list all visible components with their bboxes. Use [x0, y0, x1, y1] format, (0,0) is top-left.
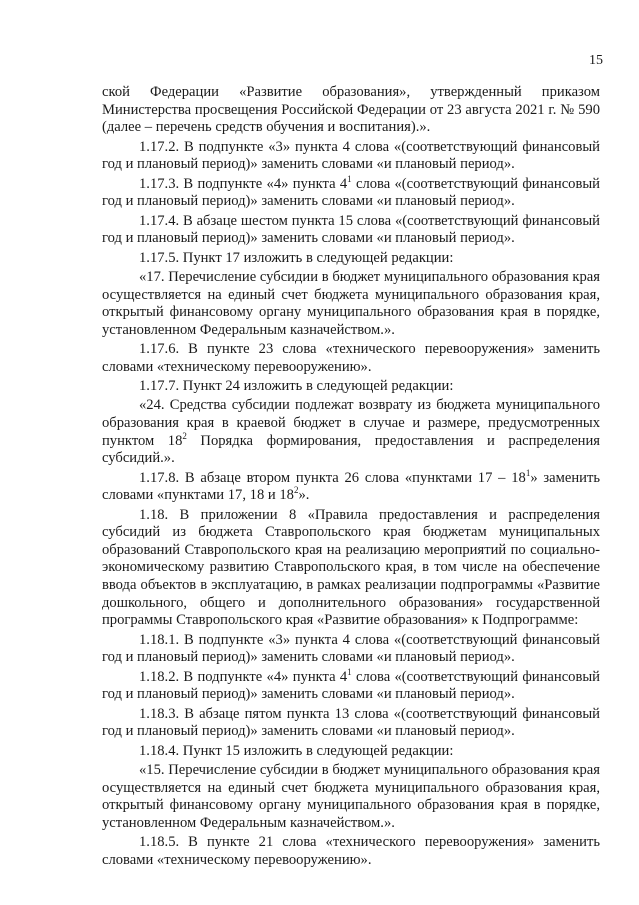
paragraph	[102, 250, 600, 268]
paragraph-text: 1.18.3. В абзаце пятом пункта 13 слова «(соответствующий финансовый год и плановый период)» заменить словами «и плановый период».	[102, 705, 600, 740]
paragraph	[102, 397, 600, 467]
paragraph-text: «15. Перечисление субсидии в бюджет муниципального образования края осуществляется на единый счет бюджета муниципального образования края, открытый финансовому органу муниципального образования края в порядке, установленном Федеральным казначейством.».	[102, 761, 600, 831]
paragraph-text: » заменить словами «пунктами 17, 18 и 18	[102, 469, 600, 504]
page-number: 15	[589, 53, 603, 68]
paragraph-text: 1.17.3. В подпункте «4» пункта 4	[139, 175, 348, 192]
paragraph-text: ».	[298, 487, 310, 504]
paragraph	[102, 632, 600, 667]
paragraph	[102, 269, 600, 339]
paragraph-text: 1.18. В приложении 8 «Правила предоставления и распределения субсидий из бюджета Ставропольского края бюджетам муниципальных образований Ставропольского края на реализацию мероприятий по социально-экономическому развитию Ставропольского края, в том числе на обеспечение ввода объектов в эксплуатацию, в рамках реализации подпрограммы «Развитие дошкольного, общего и дополнительного образования» государственной программы Ставропольского края «Развитие образования» к Подпрограмме:	[102, 506, 600, 629]
paragraph-text: 1.18.1. В подпункте «3» пункта 4 слова «(соответствующий финансовый год и плановый период)» заменить словами «и плановый период».	[102, 631, 600, 666]
paragraph	[102, 706, 600, 741]
paragraph-text: слова «(соответствующий финансовый год и плановый период)» заменить словами «и плановый период».	[102, 175, 600, 210]
paragraph-text: 1.17.4. В абзаце шестом пункта 15 слова «(соответствующий финансовый год и плановый период)» заменить словами «и плановый период».	[102, 212, 600, 247]
paragraph-text: слова «(соответствующий финансовый год и плановый период)» заменить словами «и плановый период».	[102, 668, 600, 703]
paragraph	[102, 139, 600, 174]
superscript: 2	[293, 485, 299, 496]
paragraph-text: «17. Перечисление субсидии в бюджет муниципального образования края осуществляется на единый счет бюджета муниципального образования края, открытый финансовому органу муниципального образования края в порядке, установленном Федеральным казначейством.».	[102, 268, 600, 338]
paragraph-text: 1.18.2. В подпункте «4» пункта 4	[139, 668, 348, 685]
paragraph	[102, 213, 600, 248]
paragraph	[102, 507, 600, 630]
superscript: 1	[525, 467, 531, 478]
paragraph-text: 1.18.5. В пункте 21 слова «технического перевооружения» заменить словами «техническому перевооружению».	[102, 834, 600, 868]
paragraph	[102, 378, 600, 396]
paragraph-text: 1.17.7. Пункт 24 изложить в следующей редакции:	[139, 378, 454, 395]
document-body	[102, 84, 600, 871]
paragraph-text: 1.17.8. В абзаце втором пункта 26 слова «пунктами 17 – 18	[139, 469, 526, 486]
paragraph	[102, 341, 600, 376]
paragraph-text: «24. Средства субсидии подлежат возврату из бюджета муниципального образования края в краевой бюджет в случае и размере, предусмотренных пунктом 18	[102, 397, 600, 449]
paragraph	[102, 666, 600, 704]
superscript: 1	[347, 666, 352, 677]
paragraph	[102, 173, 600, 211]
paragraph	[102, 467, 600, 505]
paragraph-text: 1.17.6. В пункте 23 слова «технического перевооружения» заменить словами «техническому перевооружению».	[102, 341, 600, 375]
paragraph	[102, 762, 600, 832]
paragraph-text: 1.17.2. В подпункте «3» пункта 4 слова «(соответствующий финансовый год и плановый период)» заменить словами «и плановый период».	[102, 138, 600, 173]
paragraph	[102, 84, 600, 137]
superscript: 1	[347, 173, 352, 184]
paragraph-text: 1.18.4. Пункт 15 изложить в следующей редакции:	[139, 742, 454, 759]
paragraph	[102, 834, 600, 869]
paragraph-text: 1.17.5. Пункт 17 изложить в следующей редакции:	[139, 249, 454, 266]
paragraph-text: Порядка формирования, предоставления и распределения субсидий.».	[102, 432, 601, 467]
superscript: 2	[182, 430, 187, 441]
paragraph-text: ской Федерации «Развитие образования», утвержденный приказом Министерства просвещения Российской Федерации от 23 августа 2021 г. № 590 (далее – перечень средств обучения и воспитания).».	[102, 84, 600, 136]
paragraph	[102, 743, 600, 761]
